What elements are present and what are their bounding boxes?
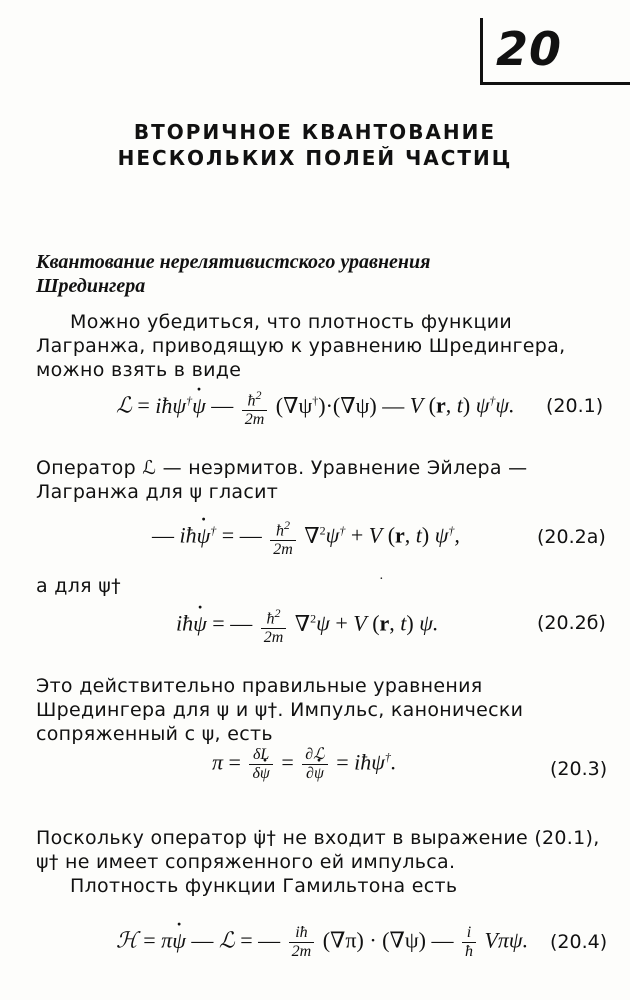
paragraph-hamiltonian-intro: Плотность функции Гамильтона есть (70, 875, 458, 897)
section-heading-line-2: Шредингера (36, 275, 146, 297)
equation-20-2b: iħψ · = — $\frac{ħ^2}{2m}$ ∇$^2$ψ + V (r, t) ψ. (176, 604, 438, 647)
paragraph-momentum: Это действительно правильные уравнения Шредингера для ψ и ψ†. Импульс, канонически сопряженный с ψ, есть (36, 675, 524, 745)
equation-20-3: π = $\frac{\delta L}{\delta\psi}$ · = $\frac{\text{∂ℒ}}{\partial\psi}$ · = iħψ†. (212, 746, 396, 783)
equation-20-1: ℒ = iħψ†ψ · — $\frac{ħ^2}{2m}$ (∇ψ†)·(∇ψ) — V (r, t) ψ†ψ. (116, 386, 515, 429)
equation-20-2a: — iħψ ·† = — $\frac{ħ^2}{2m}$ ∇$^2$ψ† + V (r, t) ψ†, (152, 516, 460, 559)
paragraph-for-psi-dagger: а для ψ† (36, 575, 121, 597)
equation-number-20-3: (20.3) (550, 758, 608, 780)
paragraph-lagrangian-intro: Можно убедиться, что плотность функции Лагранжа, приводящую к уравнению Шредингера, можно взять в виде (36, 311, 566, 381)
paragraph-no-conjugate-momentum: Поскольку оператор ψ̇† не входит в выражение (20.1), ψ† не имеет сопряженного ей импульса. (36, 827, 600, 873)
equation-number-20-2a: (20.2a) (537, 526, 606, 548)
paragraph-euler-lagrange: Оператор ℒ — неэрмитов. Уравнение Эйлера — Лагранжа для ψ гласит (36, 457, 528, 503)
chapter-title-line-1: ВТОРИЧНОЕ КВАНТОВАНИЕ (133, 120, 497, 144)
equation-number-20-1: (20.1) (546, 395, 604, 417)
print-speck: · (379, 572, 384, 587)
chapter-title-line-2: НЕСКОЛЬКИХ ПОЛЕЙ ЧАСТИЦ (117, 146, 513, 170)
equation-number-20-4: (20.4) (550, 931, 608, 953)
chapter-number: 20 (496, 22, 563, 76)
equation-20-4: ℋ = πψ · — ℒ = — $\frac{iħ}{2m}$ (∇π) · (∇ψ) — $\frac{i}{ħ}$ Vπψ. (116, 924, 528, 961)
section-heading-line-1: Квантование нерелятивистского уравнения (36, 251, 431, 273)
equation-number-20-2b: (20.2б) (537, 612, 606, 634)
